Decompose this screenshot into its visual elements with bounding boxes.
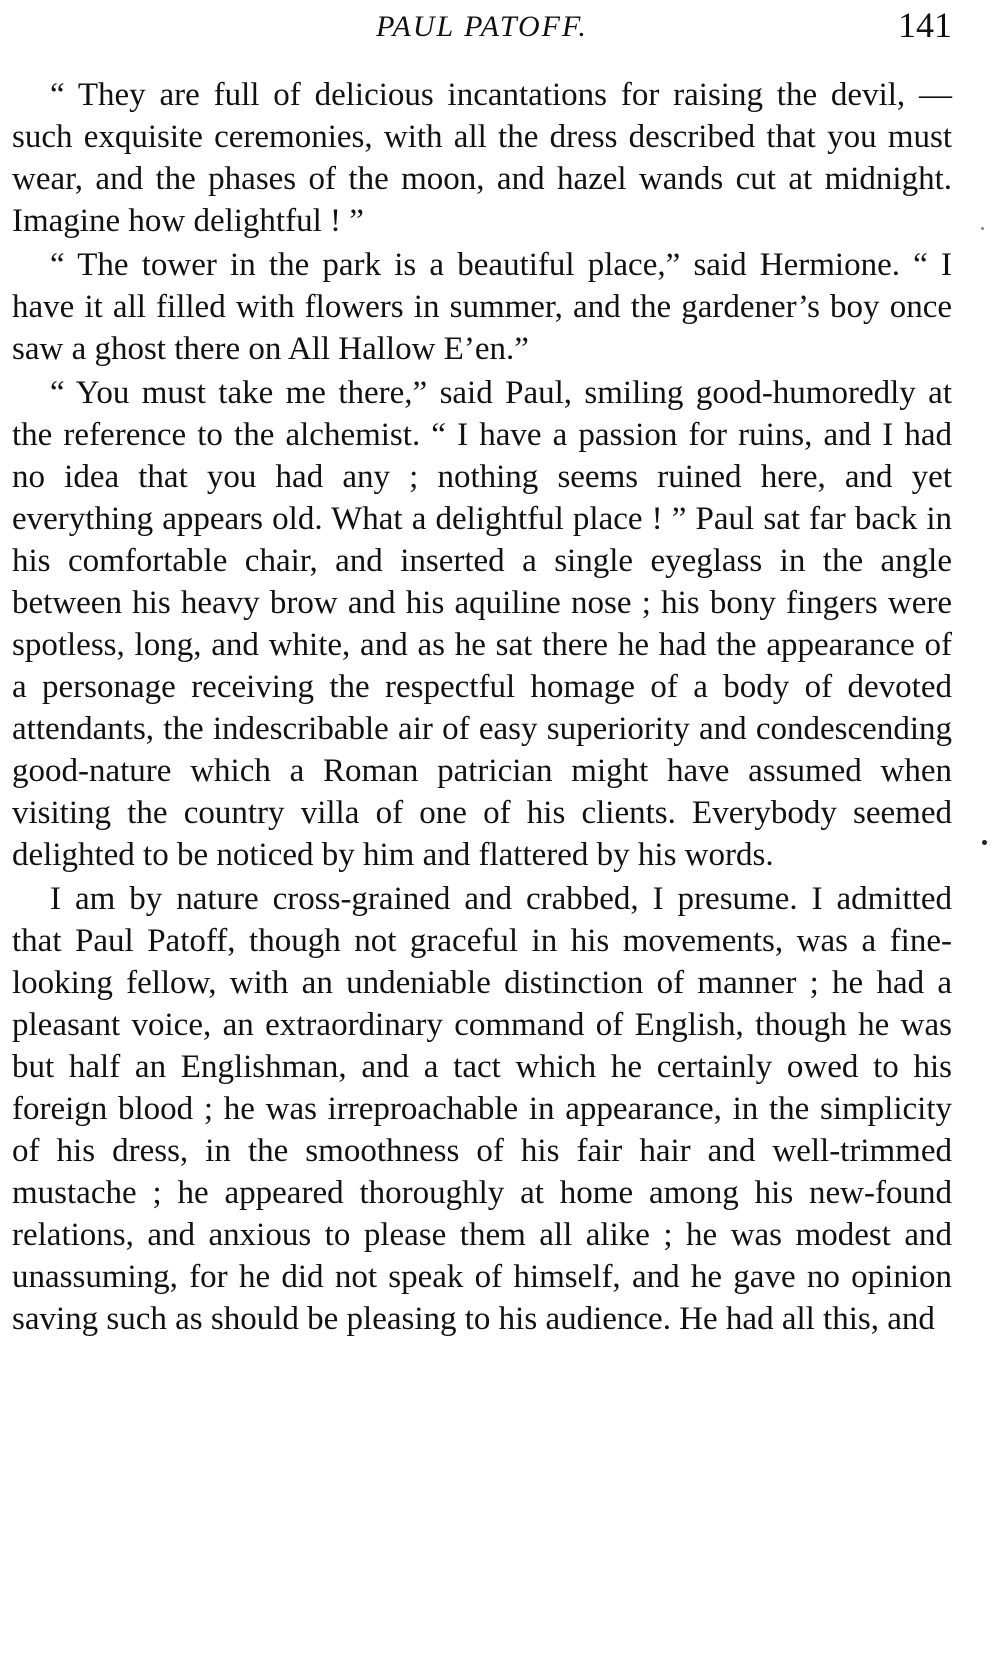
margin-speck <box>981 227 984 230</box>
margin-dot <box>982 840 987 845</box>
paragraph-incantations: “ They are full of delicious incantations for raising the devil, — such exquisite ceremonies, with all the dress described that you must wear, and the phases of the moon, and hazel wands cut at midnight. Imagine how delightful ! ” <box>12 77 952 239</box>
paragraph-narrator: I am by nature cross-grained and crabbed, I presume. I admitted that Paul Patoff, though not graceful in his movements, was a fine-looking fellow, with an undeniable distinction of manner ; he had a pleasant voice, an extraordinary command of English, though he was but half an Englishman, and a tact which he certainly owed to his foreign blood ; he was irreproachable in appearance, in the simplicity of his dress, in the smoothness of his fair hair and well-trimmed mustache ; he appeared thoroughly at home among his new-found relations, and anxious to please them all alike ; he was modest and unassuming, for he did not speak of himself, and he gave no opinion saving such as should be pleasing to his audience. He had all this, and <box>12 881 952 1337</box>
running-header <box>12 4 952 52</box>
page-number: 141 <box>898 5 952 45</box>
body-text <box>12 74 952 1340</box>
paragraph-paul-ruins: “ You must take me there,” said Paul, smiling good-humoredly at the reference to the alchemist. “ I have a passion for ruins, and I had no idea that you had any ; nothing seems ruined here, and yet everything appears old. What a delightful place ! ” Paul sat far back in his comfortable chair, and inserted a single eyeglass in the angle between his heavy brow and his aquiline nose ; his bony fingers were spotless, long, and white, and as he sat there he had the appearance of a personage receiving the respectful homage of a body of devoted attendants, the indescribable air of easy superiority and condescending good-nature which a Roman patrician might have assumed when visiting the country villa of one of his clients. Everybody seemed delighted to be noticed by him and flattered by his words. <box>12 375 952 873</box>
paragraph-tower: “ The tower in the park is a beautiful place,” said Hermione. “ I have it all filled with flowers in summer, and the gardener’s boy once saw a ghost there on All Hallow E’en.” <box>12 247 952 367</box>
running-title: PAUL PATOFF. <box>376 10 588 43</box>
